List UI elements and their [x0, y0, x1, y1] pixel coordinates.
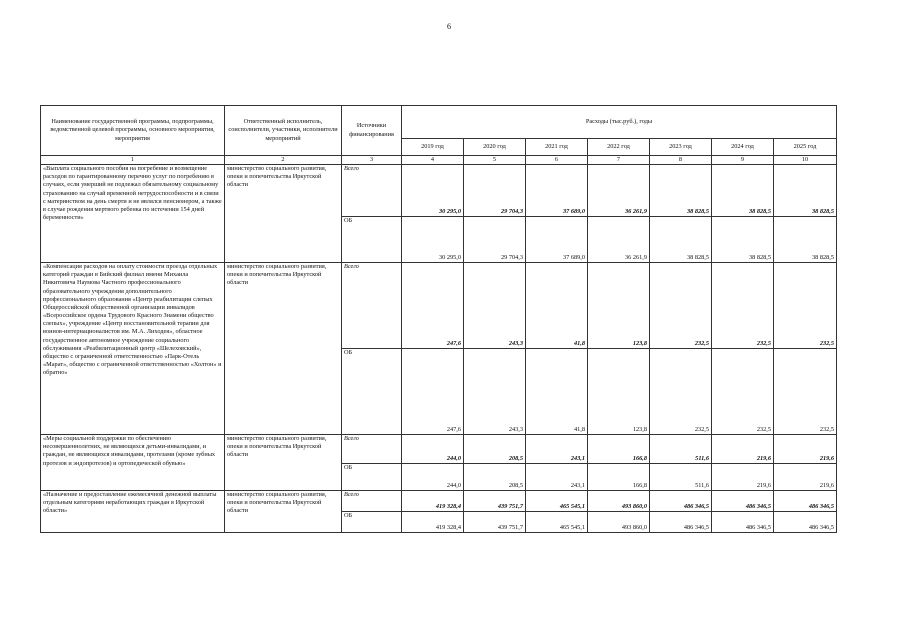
header-source: Источники финансирования: [342, 106, 402, 156]
value-total: 244,0: [402, 435, 464, 464]
header-row: [41, 106, 837, 139]
column-number: 7: [588, 156, 650, 165]
value-ob: 232,5: [712, 349, 774, 435]
value-ob: 486 346,5: [712, 512, 774, 533]
value-ob: 38 828,5: [712, 217, 774, 263]
source-total: Всего: [342, 435, 402, 464]
header-year: 2024 год: [712, 139, 774, 156]
responsible-executor: министерство социального развития, опеки и попечительства Иркутской области: [225, 263, 342, 435]
value-total: 511,6: [650, 435, 712, 464]
responsible-executor: министерство социального развития, опеки и попечительства Иркутской области: [225, 491, 342, 533]
value-ob: 232,5: [650, 349, 712, 435]
measure-name: «Выплата социального пособия на погребение и возмещение расходов по гарантированному перечню услуг по погребению в случаях, если умерший не подлежал обязательному социальному страхованию на случай временной нетрудоспособности и в связи с материнством на день смерти и не являлся пенсионером, а также в случае рождения мертвого ребенка по истечении 154 дней беременности»: [41, 165, 225, 263]
responsible-executor: министерство социального развития, опеки и попечительства Иркутской области: [225, 435, 342, 491]
value-ob: 486 346,5: [774, 512, 837, 533]
header-year: 2023 год: [650, 139, 712, 156]
responsible-executor: министерство социального развития, опеки и попечительства Иркутской области: [225, 165, 342, 263]
value-total: 219,6: [774, 435, 837, 464]
value-total: 37 689,0: [526, 165, 588, 217]
value-total: 243,1: [526, 435, 588, 464]
value-ob: 166,8: [588, 464, 650, 491]
header-year: 2021 год: [526, 139, 588, 156]
value-ob: 123,8: [588, 349, 650, 435]
header-year: 2022 год: [588, 139, 650, 156]
header-name: Наименование государственной программы, подпрограммы, ведомственной целевой программы, основного мероприятия, мероприятия: [41, 106, 225, 156]
column-number: 2: [225, 156, 342, 165]
value-total: 36 261,9: [588, 165, 650, 217]
value-total: 208,5: [464, 435, 526, 464]
value-ob: 486 346,5: [650, 512, 712, 533]
header-responsible: Ответственный исполнитель, соисполнители, участники, исполнители мероприятий: [225, 106, 342, 156]
column-number: 3: [342, 156, 402, 165]
value-total: 30 295,0: [402, 165, 464, 217]
value-ob: 41,8: [526, 349, 588, 435]
table-row: [41, 165, 837, 217]
source-ob: ОБ: [342, 464, 402, 491]
value-total: 232,5: [712, 263, 774, 349]
value-total: 123,8: [588, 263, 650, 349]
value-ob: 439 751,7: [464, 512, 526, 533]
measure-name: «Меры социальной поддержки по обеспечению несовершеннолетних, не являющихся детьми-инвалидами, и граждан, не являющихся инвалидами, протезами (кроме зубных протезов и эндопротезов) и ортопедической обувью»: [41, 435, 225, 491]
value-ob: 465 545,1: [526, 512, 588, 533]
value-total: 38 828,5: [712, 165, 774, 217]
table-row: [41, 435, 837, 464]
value-total: 439 751,7: [464, 491, 526, 512]
value-ob: 219,6: [712, 464, 774, 491]
column-numbers-row: [41, 156, 837, 165]
value-total: 465 545,1: [526, 491, 588, 512]
value-ob: 243,1: [526, 464, 588, 491]
measure-name: «Компенсация расходов на оплату стоимости проезда отдельных категорий граждан в Бийский филиал имени Михаила Никитовича Наумова Частного профессионального образовательного учреждения дополнительного профессионального образования «Центр реабилитации слепых Общероссийской общественной организации инвалидов «Всероссийское ордена Трудового Красного Знамени общество слепых», учреждение «Центр восстановительной терапии для воинов-интернационалистов им. М.А. Лиходея», областное государственное автономное учреждение социального обслуживания «Реабилитационный центр «Шелеховский», общество с ограниченной ответственностью «Парк-Отель «Марат», общество с ограниченной ответственностью «Холтон» и обратно»: [41, 263, 225, 435]
table-row: [41, 491, 837, 512]
value-ob: 30 295,0: [402, 217, 464, 263]
value-total: 486 346,5: [774, 491, 837, 512]
column-number: 1: [41, 156, 225, 165]
source-ob: ОБ: [342, 349, 402, 435]
budget-table: [40, 105, 837, 533]
column-number: 8: [650, 156, 712, 165]
value-ob: 493 860,0: [588, 512, 650, 533]
value-ob: 219,6: [774, 464, 837, 491]
value-total: 166,8: [588, 435, 650, 464]
value-ob: 247,6: [402, 349, 464, 435]
value-total: 41,8: [526, 263, 588, 349]
source-ob: ОБ: [342, 217, 402, 263]
value-ob: 244,0: [402, 464, 464, 491]
column-number: 4: [402, 156, 464, 165]
value-total: 38 828,5: [650, 165, 712, 217]
measure-name: «Назначение и предоставление ежемесячной денежной выплаты отдельным категориям неработающих граждан в Иркутской области»: [41, 491, 225, 533]
column-number: 5: [464, 156, 526, 165]
value-ob: 36 261,9: [588, 217, 650, 263]
source-ob: ОБ: [342, 512, 402, 533]
value-ob: 208,5: [464, 464, 526, 491]
table-row: [41, 263, 837, 349]
value-ob: 243,3: [464, 349, 526, 435]
source-total: Всего: [342, 491, 402, 512]
value-total: 493 860,0: [588, 491, 650, 512]
value-ob: 419 328,4: [402, 512, 464, 533]
column-number: 10: [774, 156, 837, 165]
column-number: 9: [712, 156, 774, 165]
page-number: 6: [447, 22, 451, 31]
header-year: 2019 год: [402, 139, 464, 156]
value-total: 219,6: [712, 435, 774, 464]
value-total: 486 346,5: [650, 491, 712, 512]
source-total: Всего: [342, 165, 402, 217]
header-year: 2020 год: [464, 139, 526, 156]
source-total: Всего: [342, 263, 402, 349]
value-ob: 511,6: [650, 464, 712, 491]
value-total: 247,6: [402, 263, 464, 349]
value-total: 38 828,5: [774, 165, 837, 217]
value-ob: 38 828,5: [650, 217, 712, 263]
header-year: 2025 год: [774, 139, 837, 156]
value-total: 232,5: [774, 263, 837, 349]
header-expenses: Расходы (тыс.руб.), годы: [402, 106, 837, 139]
value-ob: 37 689,0: [526, 217, 588, 263]
value-ob: 38 828,5: [774, 217, 837, 263]
value-total: 419 328,4: [402, 491, 464, 512]
value-total: 243,3: [464, 263, 526, 349]
value-total: 232,5: [650, 263, 712, 349]
value-ob: 29 704,3: [464, 217, 526, 263]
value-total: 29 704,3: [464, 165, 526, 217]
column-number: 6: [526, 156, 588, 165]
value-total: 486 346,5: [712, 491, 774, 512]
value-ob: 232,5: [774, 349, 837, 435]
